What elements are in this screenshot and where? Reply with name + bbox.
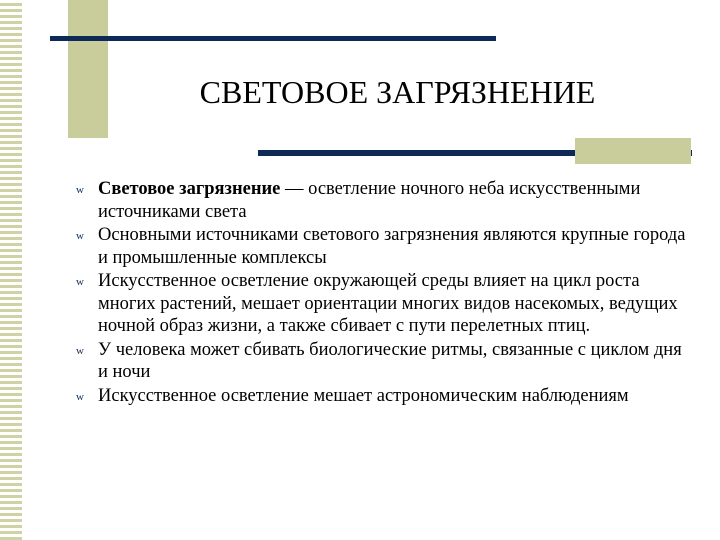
bullet-item: [68, 385, 688, 408]
left-decorative-stripes: [0, 0, 22, 540]
bullet-item: [68, 224, 688, 269]
slide-title: СВЕТОВОЕ ЗАГРЯЗНЕНИЕ: [199, 74, 596, 110]
top-decorative-block: [68, 0, 108, 138]
diamond-bullet-icon: w: [76, 276, 84, 288]
bullet-text: Основными источниками светового загрязнения являются крупные города и промышленные комплексы: [98, 225, 686, 268]
bullet-text: Искусственное осветление окружающей среды влияет на цикл роста многих растений, мешает ориентации многих видов насекомых, ведущих ночной образ жизни, а также сбивает с пути перелетных птиц.: [98, 271, 678, 336]
bullet-item: [68, 339, 688, 384]
top-accent-line: [50, 36, 496, 41]
right-decorative-block: [575, 138, 691, 164]
diamond-bullet-icon: w: [76, 344, 84, 357]
bullet-text: У человека может сбивать биологические ритмы, связанные с циклом дня и ночи: [98, 339, 682, 382]
bullet-item: [68, 270, 688, 338]
bullet-list: [68, 178, 688, 408]
bullet-term: Световое загрязнение: [98, 179, 281, 199]
diamond-bullet-icon: w: [76, 230, 84, 242]
bullet-text: — осветление ночного неба искусственными источниками света: [98, 179, 641, 222]
bullet-text: Искусственное осветление мешает астрономическим наблюдениям: [98, 385, 629, 406]
diamond-bullet-icon: w: [76, 184, 84, 196]
diamond-bullet-icon: w: [76, 390, 84, 403]
bullet-item: [68, 178, 688, 223]
